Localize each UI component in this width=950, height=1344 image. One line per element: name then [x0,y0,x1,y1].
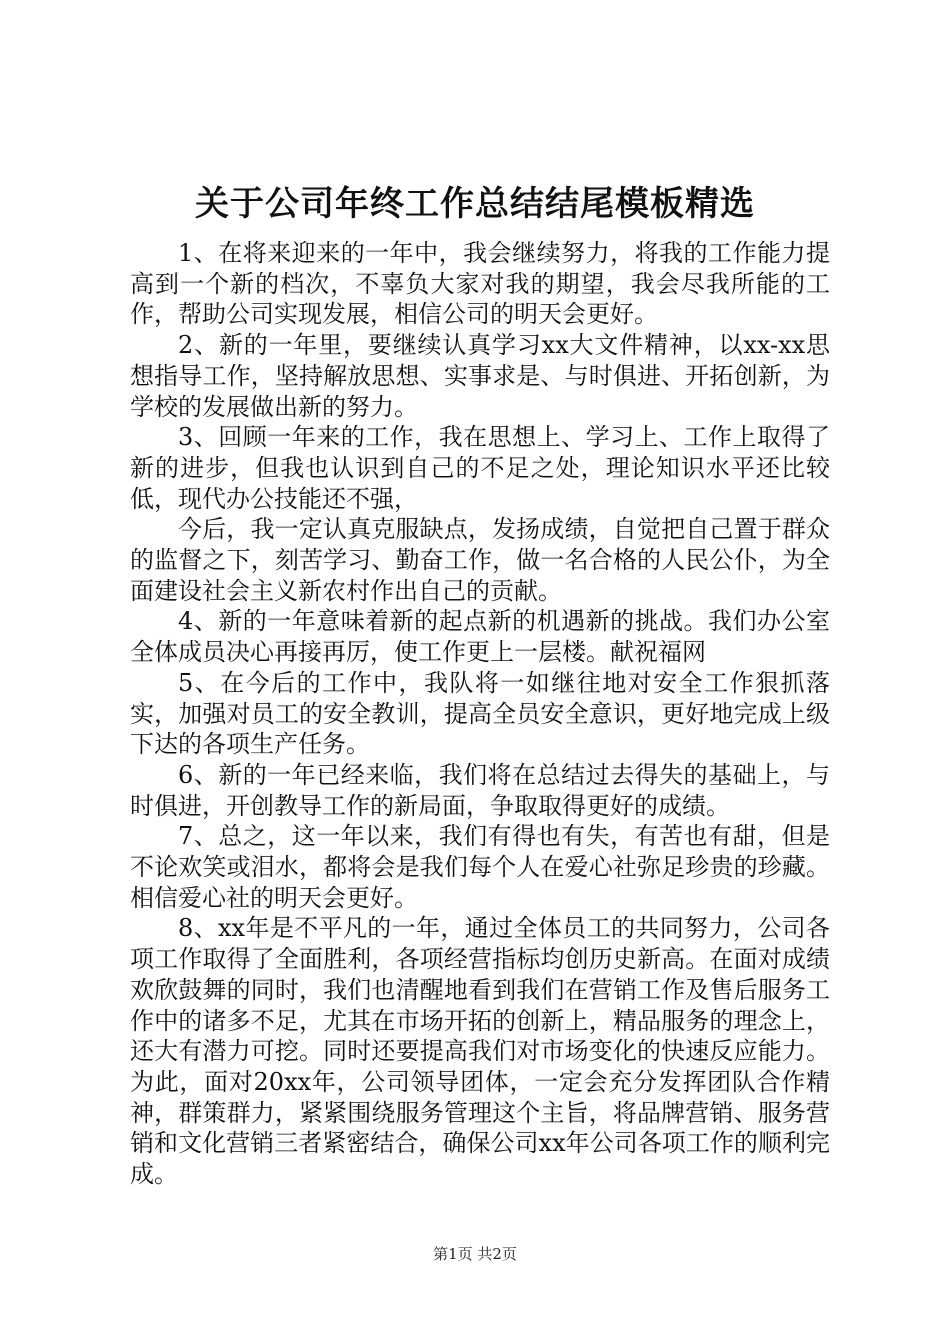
page-footer: 第1页 共2页 [433,1245,517,1263]
document-title: 关于公司年终工作总结结尾模板精选 [195,184,755,224]
paragraph-6: 6、新的一年已经来临，我们将在总结过去得失的基础上，与时俱进，开创教导工作的新局面，争取取得更好的成绩。 [130,760,830,820]
paragraph-5: 5、在今后的工作中，我队将一如继往地对安全工作狠抓落实，加强对员工的安全教训，提高全员安全意识，更好地完成上级下达的各项生产任务。 [130,668,830,759]
paragraph-2: 2、新的一年里，要继续认真学习xx大文件精神，以xx-xx思想指导工作，坚持解放思想、实事求是、与时俱进、开拓创新，为学校的发展做出新的努力。 [130,331,830,421]
paragraph-7: 7、总之，这一年以来，我们有得也有失，有苦也有甜，但是不论欢笑或泪水，都将会是我们每个人在爱心社弥足珍贵的珍藏。相信爱心社的明天会更好。 [130,822,830,912]
paragraph-3: 3、回顾一年来的工作，我在思想上、学习上、工作上取得了新的进步，但我也认识到自己的不足之处，理论知识水平还比较低，现代办公技能还不强， [130,423,830,513]
paragraph-3-continued: 今后，我一定认真克服缺点，发扬成绩，自觉把自己置于群众的监督之下，刻苦学习、勤奋工作，做一名合格的人民公仆，为全面建设社会主义新农村作出自己的贡献。 [130,515,830,605]
paragraph-8: 8、xx年是不平凡的一年，通过全体员工的共同努力，公司各项工作取得了全面胜利，各项经营指标均创历史新高。在面对成绩欢欣鼓舞的同时，我们也清醒地看到我们在营销工作及售后服务工作中的诸多不足，尤其在市场开拓的创新上，精品服务的理念上，还大有潜力可挖。同时还要提高我们对市场变化的快速反应能力。为此，面对20xx年，公司领导团体，一定会充分发挥团队合作精神，群策群力，紧紧围绕服务管理这个主旨，将品牌营销、服务营销和文化营销三者紧密结合，确保公司xx年公司各项工作的顺利完成。 [130,914,830,1189]
paragraph-1: 1、在将来迎来的一年中，我会继续努力，将我的工作能力提高到一个新的档次，不辜负大家对我的期望，我会尽我所能的工作，帮助公司实现发展，相信公司的明天会更好。 [130,239,830,329]
document-body [130,238,830,1190]
paragraph-4: 4、新的一年意味着新的起点新的机遇新的挑战。我们办公室全体成员决心再接再厉，使工作更上一层楼。献祝福网 [130,607,830,667]
